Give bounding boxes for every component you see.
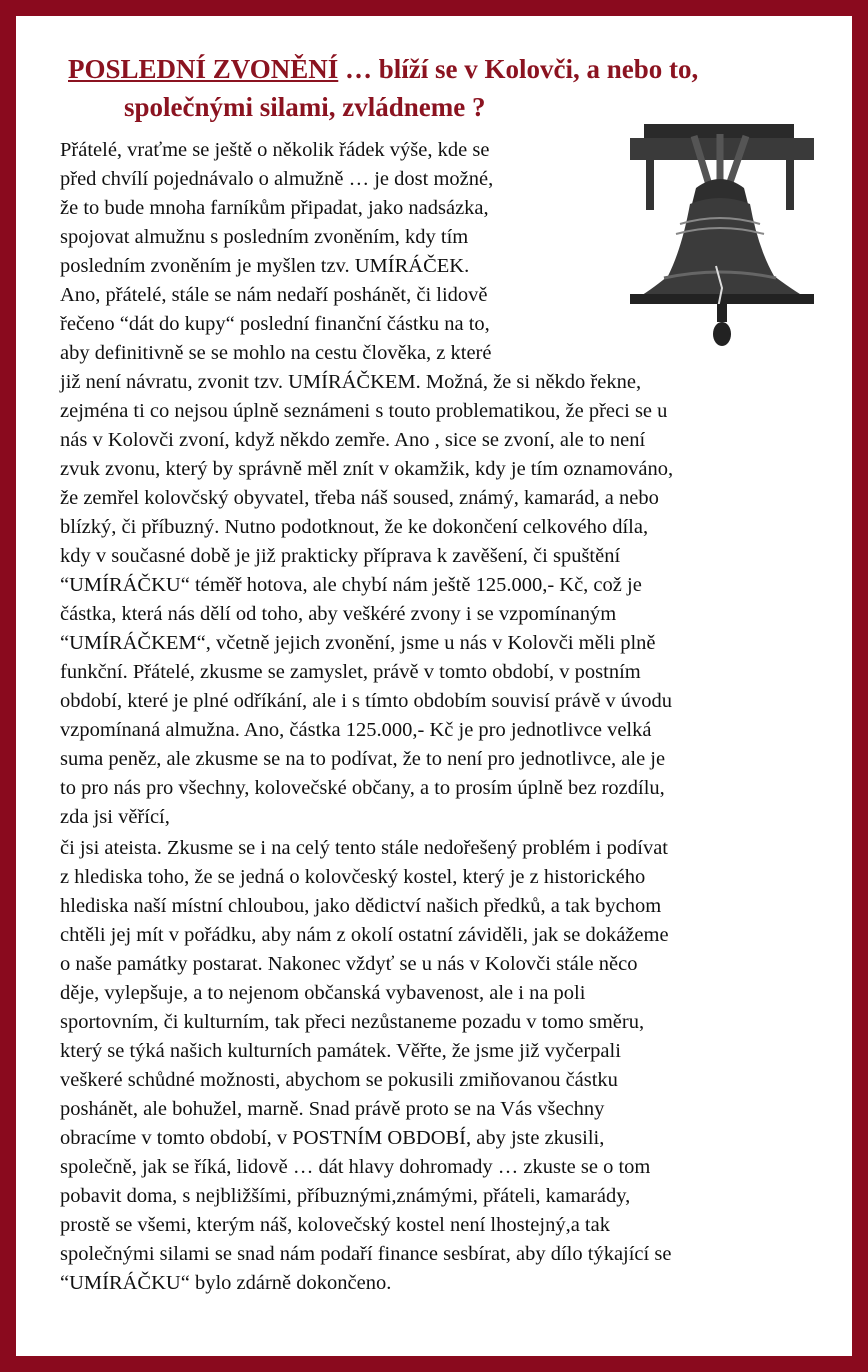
headline-line-1 [68, 52, 698, 86]
body-line: Ano, přátelé, stále se nám nedaří poshánět, či lidově [60, 284, 488, 306]
body-line: děje, vylepšuje, a to nejenom občanská vybavenost, ale i na poli [60, 982, 586, 1004]
body-line: blízký, či příbuzný. Nutno podotknout, že ke dokončení celkového díla, [60, 516, 649, 538]
body-line: o naše památky postarat. Nakonec vždyť se u nás v Kolovči stále něco [60, 953, 638, 975]
body-line: že to bude mnoha farníkům připadat, jako nadsázka, [60, 197, 489, 219]
body-line: sportovním, či kulturním, tak přeci nezůstaneme pozadu v tomo směru, [60, 1011, 645, 1033]
body-line: Přátelé, vraťme se ještě o několik řádek výše, kde se [60, 139, 490, 161]
body-line: zda jsi věřící, [60, 806, 170, 828]
body-line: již není návratu, zvonit tzv. UMÍRÁČKEM. Možná, že si někdo řekne, [60, 371, 642, 393]
body-line: veškeré schůdné možnosti, abychom se pokusili zmiňovanou částku [60, 1069, 618, 1091]
body-line: který se týká našich kulturních památek. Věřte, že jsme již vyčerpali [60, 1040, 621, 1062]
body-line: posledním zvoněním je myšlen tzv. UMÍRÁČEK. [60, 255, 470, 277]
body-line: vzpomínaná almužna. Ano, částka 125.000,- Kč je pro jednotlivce velká [60, 719, 652, 741]
body-line: prostě se všemi, kterým náš, kolovečský kostel není lhostejný,a tak [60, 1214, 610, 1236]
headline-underlined: POSLEDNÍ ZVONĚNÍ [68, 54, 339, 84]
headline-line-2: společnými silami, zvládneme ? [124, 92, 486, 122]
body-line: či jsi ateista. Zkusme se i na celý tento stále nedořešený problém i podívat [60, 837, 668, 859]
body-line: aby definitivně se se mohlo na cestu člověka, z které [60, 342, 492, 364]
body-line: zvuk zvonu, který by správně měl znít v okamžik, kdy je tím oznamováno, [60, 458, 674, 480]
body-line: řečeno “dát do kupy“ poslední finanční částku na to, [60, 313, 490, 335]
body-line: “UMÍRÁČKU“ téměř hotova, ale chybí nám ještě 125.000,- Kč, což je [60, 574, 642, 596]
body-line: to pro nás pro všechny, kolovečské občany, a to prosím úplně bez rozdílu, [60, 777, 665, 799]
body-line: suma peněz, ale zkusme se na to podívat, že to není pro jednotlivce, ale je [60, 748, 666, 770]
body-line: pobavit doma, s nejbližšími, příbuznými,známými, přáteli, kamarády, [60, 1185, 631, 1207]
body-line: společnými silami se snad nám podaří finance sesbírat, aby dílo týkající se [60, 1243, 672, 1265]
article-body [60, 136, 820, 1298]
body-line: “UMÍRÁČKU“ bylo zdárně dokončeno. [60, 1272, 392, 1294]
body-line: že zemřel kolovčský obyvatel, třeba náš soused, známý, kamarád, a nebo [60, 487, 659, 509]
body-line: před chvílí pojednávalo o almužně … je dost možné, [60, 168, 494, 190]
body-line: částka, která nás dělí od toho, aby veškéré zvony i se vzpomínaným [60, 603, 617, 625]
body-line: hlediska naší místní chloubou, jako dědictví našich předků, a tak bychom [60, 895, 662, 917]
body-line: obracíme v tomto období, v POSTNÍM OBDOBÍ, aby jste zkusili, [60, 1127, 605, 1149]
body-line: spojovat almužnu s posledním zvoněním, kdy tím [60, 226, 469, 248]
body-line: společně, jak se říká, lidově … dát hlavy dohromady … zkuste se o tom [60, 1156, 651, 1178]
body-line: zejména ti co nejsou úplně seznámeni s touto problematikou, že přeci se u [60, 400, 668, 422]
body-line: poshánět, ale bohužel, marně. Snad právě proto se na Vás všechny [60, 1098, 605, 1120]
body-line: chtěli jej mít v pořádku, aby nám z okolí ostatní záviděli, jak se dokážeme [60, 924, 669, 946]
body-line: z hlediska toho, že se jedná o kolovčeský kostel, který je z historického [60, 866, 646, 888]
body-line: “UMÍRÁČKEM“, včetně jejich zvonění, jsme u nás v Kolovči měli plně [60, 632, 656, 654]
body-line: kdy v současné době je již prakticky příprava k zavěšení, či spuštění [60, 545, 621, 567]
body-line: funkční. Přátelé, zkusme se zamyslet, právě v tomto období, v postním [60, 661, 641, 683]
headline-rest: … blíží se v Kolovči, a nebo to, [338, 54, 699, 84]
body-line: nás v Kolovči zvoní, když někdo zemře. Ano , sice se zvoní, ale to není [60, 429, 646, 451]
body-line: období, které je plné odříkání, ale i s tímto obdobím souvisí právě v úvodu [60, 690, 673, 712]
